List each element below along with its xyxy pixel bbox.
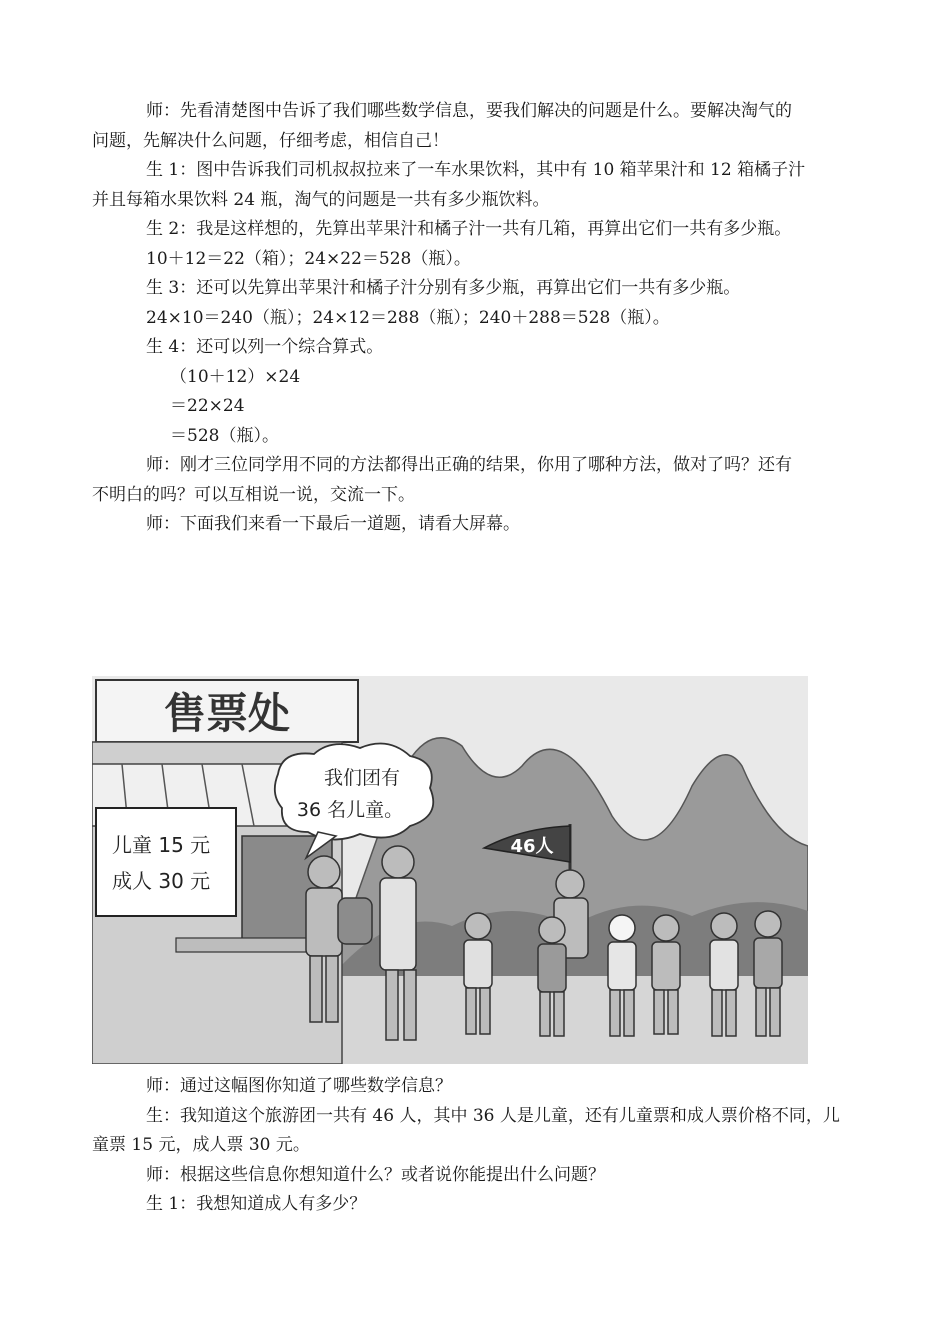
equation-line: ＝22×24 (170, 396, 245, 416)
price-adult-label: 成人 30 元 (112, 869, 211, 893)
text-line: 24×10＝240（瓶）；24×12＝288（瓶）；240＋288＝528（瓶）。 (146, 307, 670, 328)
text-line: 师：通过这幅图你知道了哪些数学信息？ (146, 1076, 452, 1096)
text-line: 师：刚才三位同学用不同的方法都得出正确的结果，你用了哪种方法，做对了吗？还有 (146, 455, 792, 475)
text-line: 师：根据这些信息你想知道什么？或者说你能提出什么问题？ (146, 1164, 605, 1185)
text-line: 生 4：还可以列一个综合算式。 (146, 337, 384, 357)
text-line: 生 2：我是这样想的，先算出苹果汁和橘子汁一共有几箱，再算出它们一共有多少瓶。 (146, 219, 792, 239)
illustration-svg (92, 676, 808, 1064)
text-line: 师：先看清楚图中告诉了我们哪些数学信息，要我们解决的问题是什么。要解决淘气的 (146, 101, 792, 121)
dialogue-section-1 (92, 97, 862, 540)
equation-line: ＝528（瓶）。 (170, 425, 279, 446)
text-line: 10＋12＝22（箱）；24×22＝528（瓶）。 (146, 248, 471, 269)
text-line: 并且每箱水果饮料 24 瓶，淘气的问题是一共有多少瓶饮料。 (92, 189, 550, 210)
sign-text: 售票处 (163, 689, 291, 738)
text-line: 童票 15 元，成人票 30 元。 (92, 1135, 310, 1155)
flag-text: 46人 (510, 836, 554, 857)
text-line: 不明白的吗？可以互相说一说，交流一下。 (92, 484, 415, 505)
text-line: 师：下面我们来看一下最后一道题，请看大屏幕。 (146, 514, 520, 534)
equation-line: （10＋12）×24 (170, 366, 301, 387)
speech-line-1: 我们团有 (323, 767, 401, 789)
ticket-office-illustration (92, 676, 808, 1064)
price-child-label: 儿童 15 元 (112, 833, 211, 857)
text-line: 生 3：还可以先算出苹果汁和橘子汁分别有多少瓶，再算出它们一共有多少瓶。 (146, 278, 741, 298)
text-line: 生 1：我想知道成人有多少？ (146, 1194, 367, 1214)
speech-line-2: 36 名儿童。 (296, 799, 404, 821)
text-line: 问题，先解决什么问题，仔细考虑，相信自己！ (92, 130, 449, 151)
text-line: 生：我知道这个旅游团一共有 46 人，其中 36 人是儿童，还有儿童票和成人票价格不同，儿 (146, 1105, 840, 1126)
dialogue-section-2 (92, 1072, 862, 1220)
text-line: 生 1：图中告诉我们司机叔叔拉来了一车水果饮料，其中有 10 箱苹果汁和 12 箱橘子汁 (146, 160, 806, 180)
